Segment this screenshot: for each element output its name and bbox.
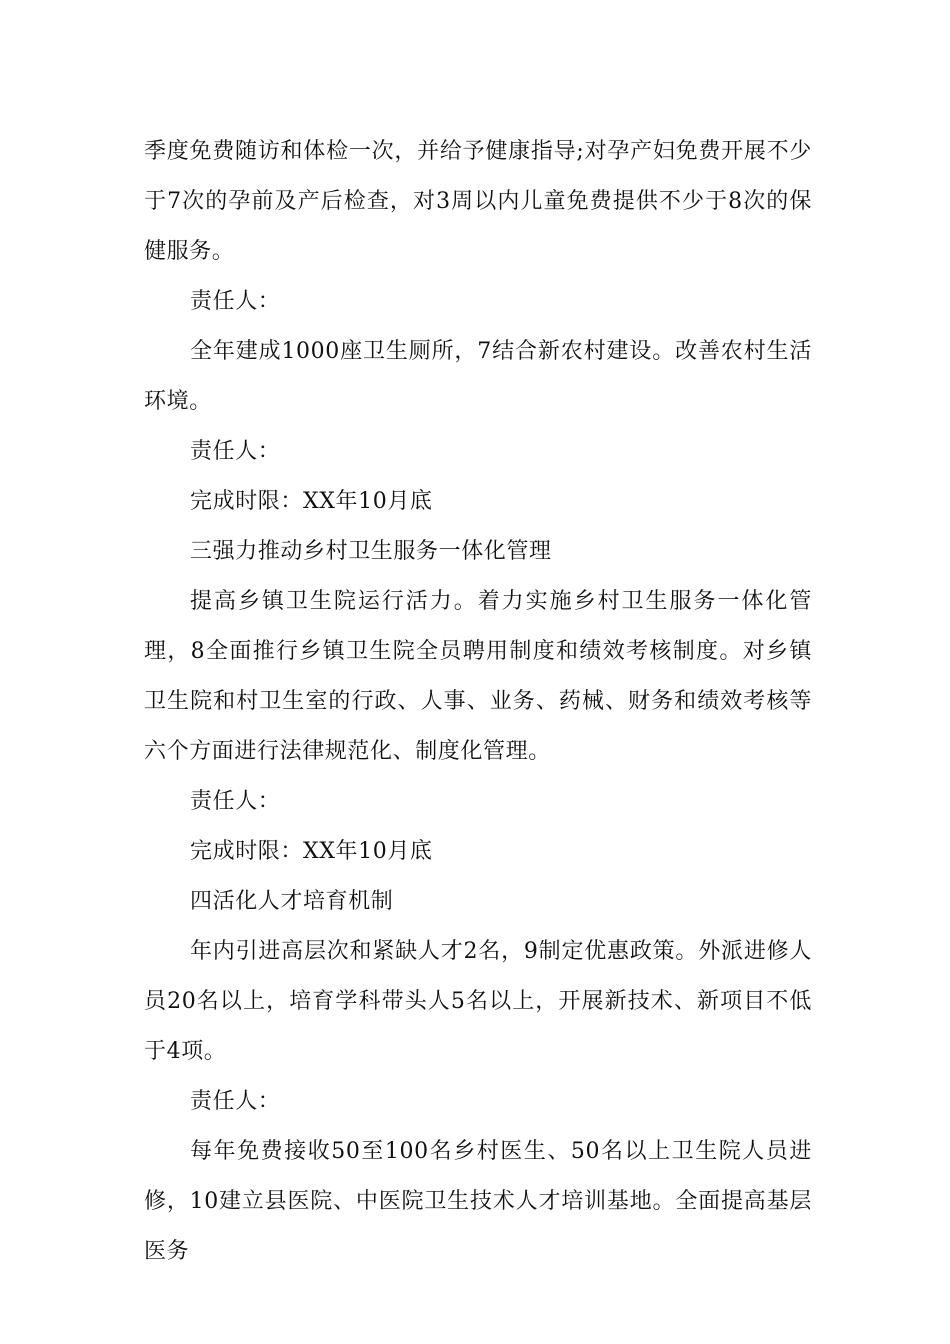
paragraph-deadline-2: 完成时限：XX年10月底 [190,839,433,864]
paragraph-responsible-2: 责任人： [190,439,281,464]
paragraph-responsible-3: 责任人： [190,789,281,814]
paragraph-2: 全年建成1000座卫生厕所，7结合新农村建设。改善农村生活环境。 [144,339,812,414]
section-heading-4: 四活化人才培育机制 [190,889,394,914]
paragraph-responsible-1: 责任人： [190,289,281,314]
paragraph-1: 季度免费随访和体检一次，并给予健康指导;对孕产妇免费开展不少于7次的孕前及产后检查，对3周以内儿童免费提供不少于8次的保健服务。 [144,139,812,264]
paragraph-responsible-4: 责任人： [190,1089,281,1114]
paragraph-3: 提高乡镇卫生院运行活力。着力实施乡村卫生服务一体化管理，8全面推行乡镇卫生院全员聘用制度和绩效考核制度。对乡镇卫生院和村卫生室的行政、人事、业务、药械、财务和绩效考核等六个方面进行法律规范化、制度化管理。 [144,589,812,764]
document-page [144,127,812,1277]
paragraph-5: 每年免费接收50至100名乡村医生、50名以上卫生院人员进修，10建立县医院、中医院卫生技术人才培训基地。全面提高基层医务 [144,1139,812,1264]
paragraph-deadline-1: 完成时限：XX年10月底 [190,489,433,514]
section-heading-3: 三强力推动乡村卫生服务一体化管理 [190,539,552,564]
paragraph-4: 年内引进高层次和紧缺人才2名，9制定优惠政策。外派进修人员20名以上，培育学科带头人5名以上，开展新技术、新项目不低于4项。 [144,939,812,1064]
